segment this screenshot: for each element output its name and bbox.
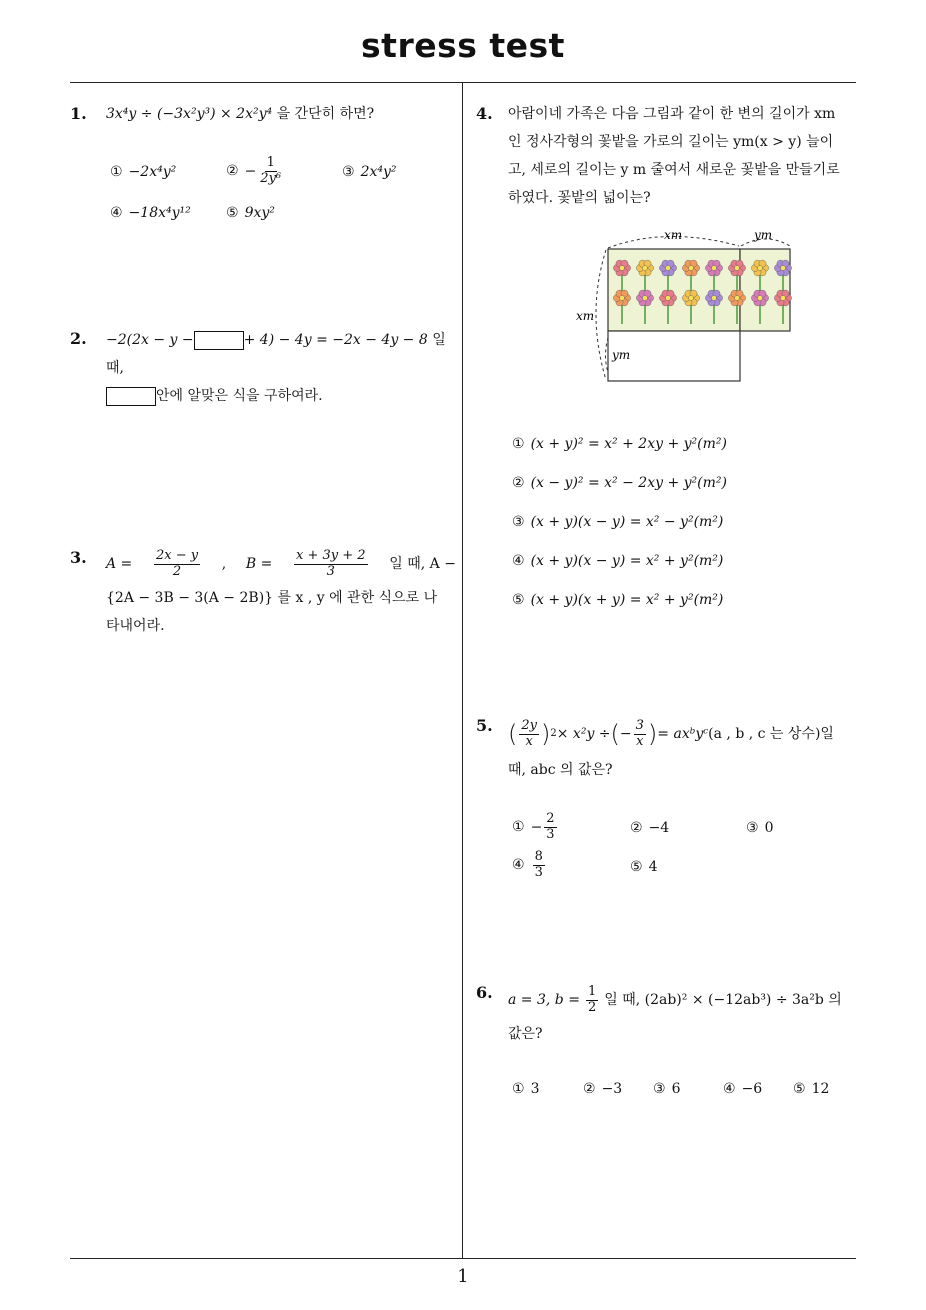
q5-option-2[interactable]: ② −4 — [630, 820, 670, 836]
q3-number: 3. — [70, 548, 87, 567]
q6-stem: a = 3, b = $\frac{1}{2}$ 일 때, (2ab)² × (−12ab³) ÷ 3a²b 의 값은? — [508, 980, 860, 1048]
flower-center — [735, 296, 740, 301]
q6-option-3[interactable]: ③ 6 — [653, 1081, 681, 1097]
q4-option-2[interactable]: ② (x − y)² = x² − 2xy + y²(m²) — [512, 475, 727, 491]
answer-box — [194, 331, 244, 350]
flower-center — [758, 296, 763, 301]
answer-box-2 — [106, 387, 156, 406]
q5-number: 5. — [476, 716, 493, 735]
q2-expression-b: + 4) − 4y = −2x − 4y − 8 — [243, 332, 428, 348]
flower-center — [666, 266, 671, 271]
flower-center — [620, 296, 625, 301]
flower-center — [781, 296, 786, 301]
q5-option-4[interactable]: ④ $\frac{8}{3}$ — [512, 849, 543, 880]
q1-option-5[interactable]: ⑤ 9xy² — [226, 205, 275, 221]
q3-line-3: 타내어라. — [106, 618, 165, 634]
fig-top-x-label: xm — [664, 228, 683, 242]
q3-text-1: 일 때, A − — [389, 556, 456, 572]
q1-option-3[interactable]: ③ 2x⁴y² — [342, 164, 397, 180]
q4-line-1: 아람이네 가족은 다음 그림과 같이 한 변의 길이가 xm — [508, 106, 836, 122]
q1-number: 1. — [70, 104, 87, 123]
q4-option-5[interactable]: ⑤ (x + y)(x + y) = x² + y²(m²) — [512, 592, 724, 608]
q5-option-3[interactable]: ③ 0 — [746, 820, 774, 836]
q4-line-4: 하였다. 꽃밭의 넓이는? — [508, 190, 651, 206]
column-divider — [462, 83, 463, 1258]
q6-option-2[interactable]: ② −3 — [583, 1081, 623, 1097]
page-number: 1 — [457, 1266, 469, 1287]
flower-center — [758, 266, 763, 271]
flower-center — [712, 266, 717, 271]
flower-center — [712, 296, 717, 301]
q3-b-fraction: $\frac{x + 3y + 2}{3}$ — [296, 547, 366, 579]
q6-option-5[interactable]: ⑤ 12 — [793, 1081, 830, 1097]
q4-option-3[interactable]: ③ (x + y)(x − y) = x² − y²(m²) — [512, 514, 724, 530]
flower-center — [781, 266, 786, 271]
page-title: stress test — [361, 26, 565, 65]
flower-center — [643, 266, 648, 271]
q6-option-1[interactable]: ① 3 — [512, 1081, 540, 1097]
flower-center — [666, 296, 671, 301]
q3-b-label: B = — [245, 556, 273, 572]
q2-number: 2. — [70, 329, 87, 348]
footer-rule — [70, 1258, 856, 1259]
q5-line-2: 때, abc 의 값은? — [508, 762, 613, 778]
q6-option-4[interactable]: ④ −6 — [723, 1081, 763, 1097]
header-rule — [70, 82, 856, 83]
q6-line-2: 값은? — [508, 1026, 543, 1042]
q2-expression-a: −2(2x − y − — [106, 332, 194, 348]
flower-center — [689, 266, 694, 271]
flower-center — [735, 266, 740, 271]
garden-diagram — [576, 228, 806, 388]
q2-text-b: 안에 알맞은 식을 구하여라. — [156, 388, 323, 404]
q6-number: 6. — [476, 983, 493, 1002]
fig-top-y-label: ym — [754, 228, 773, 242]
q5-option-5[interactable]: ⑤ 4 — [630, 859, 658, 875]
q4-line-2: 인 정사각형의 꽃밭을 가로의 길이는 ym(x > y) 늘이 — [508, 134, 834, 150]
q5-option-1[interactable]: ① − $\frac{2}{3}$ — [512, 811, 555, 842]
q1-option-1[interactable]: ① −2x⁴y² — [110, 164, 177, 180]
flower-garden-figure — [576, 228, 806, 392]
fig-left-x-label: xm — [576, 309, 595, 323]
q1-expression: 3x⁴y ÷ (−3x²y³) × 2x²y⁴ — [106, 106, 273, 122]
q4-option-1[interactable]: ① (x + y)² = x² + 2xy + y²(m²) — [512, 436, 727, 452]
q3-a-fraction: $\frac{2x - y}{2}$ — [155, 547, 199, 579]
q2-text-a: 일 때, — [106, 332, 446, 376]
q4-number: 4. — [476, 104, 493, 123]
fig-left-y-label: ym — [612, 348, 631, 362]
q5-stem: ( $\frac{2y}{x}$ ) 2 × x²y ÷ ( − $\frac{3}{x}$ ) = axᵇyᶜ (a , b , c 는 상수)일 때, abc 의 값은? — [508, 712, 860, 784]
q1-option-4[interactable]: ④ −18x⁴y¹² — [110, 205, 191, 221]
q4-line-3: 고, 세로의 길이는 y m 줄여서 새로운 꽃밭을 만들기로 — [508, 162, 840, 178]
q3-line-2: {2A − 3B − 3(A − 2B)} 를 x , y 에 관한 식으로 나 — [106, 590, 438, 606]
flower-center — [643, 296, 648, 301]
flower-center — [689, 296, 694, 301]
q3-a-label: A = — [106, 556, 133, 572]
flower-center — [620, 266, 625, 271]
q4-stem — [508, 100, 860, 212]
q3-stem: A = $\frac{2x - y}{2}$ , B = $\frac{x + 3y + 2}{3}$ 일 때, A − {2A − 3B − 3(A − 2B)} 를 x , y 에 관한 식으로 나 타내어라. — [106, 544, 456, 640]
q1-stem — [106, 100, 374, 128]
q4-option-4[interactable]: ④ (x + y)(x − y) = x² + y²(m²) — [512, 553, 724, 569]
q1-text: 을 간단히 하면? — [272, 106, 375, 122]
q2-stem — [106, 326, 456, 410]
q1-option-2[interactable]: ② − $\frac{1}{\text{2y⁶}}$ — [226, 155, 282, 186]
